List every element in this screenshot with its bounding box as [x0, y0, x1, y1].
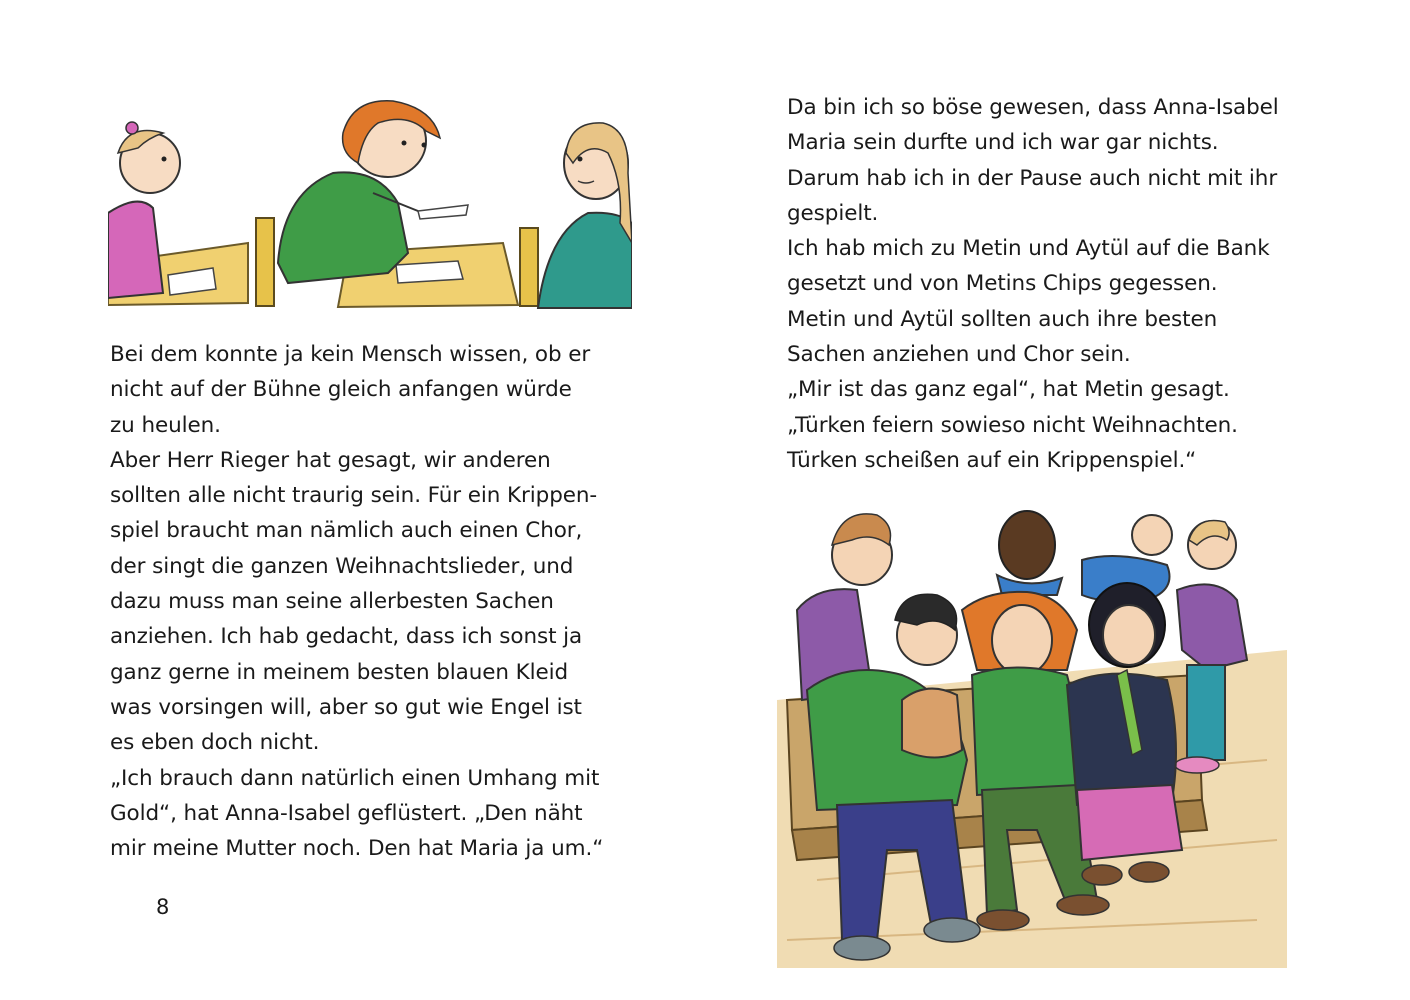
text-line: „Ich brauch dann natürlich einen Umhang mit: [110, 765, 600, 791]
text-line: „Türken feiern sowieso nicht Weihnachten.: [787, 412, 1238, 438]
text-line: gespielt.: [787, 200, 879, 226]
text-line: nicht auf der Bühne gleich anfangen würde: [110, 377, 572, 403]
text-line: Türken scheißen auf ein Krippenspiel.“: [787, 447, 1197, 473]
left-body-text: [110, 337, 603, 866]
text-line: anziehen. Ich hab gedacht, dass ich sonst ja: [110, 624, 583, 650]
text-line: „Mir ist das ganz egal“, hat Metin gesagt.: [787, 377, 1230, 403]
page-number: 8: [156, 895, 170, 919]
text-line: mir meine Mutter noch. Den hat Maria ja um.“: [110, 836, 604, 862]
text-line: sollten alle nicht traurig sein. Für ein Krippen-: [110, 483, 598, 509]
text-line: Da bin ich so böse gewesen, dass Anna-Isabel: [787, 95, 1279, 120]
text-line: ganz gerne in meinem besten blauen Kleid: [110, 659, 569, 685]
text-line: Metin und Aytül sollten auch ihre besten: [787, 306, 1218, 332]
text-line: Sachen anziehen und Chor sein.: [787, 342, 1131, 368]
text-line: Maria sein durfte und ich war gar nichts.: [787, 130, 1219, 156]
text-line: spiel braucht man nämlich auch einen Chor,: [110, 518, 583, 544]
text-line: es eben doch nicht.: [110, 730, 320, 756]
text-line: Bei dem konnte ja kein Mensch wissen, ob er: [110, 342, 591, 367]
text-line: Aber Herr Rieger hat gesagt, wir anderen: [110, 447, 551, 473]
bench-children-illustration: [777, 500, 1287, 968]
classroom-illustration: [108, 93, 632, 309]
text-line: gesetzt und von Metins Chips gegessen.: [787, 271, 1218, 297]
text-line: zu heulen.: [110, 412, 221, 438]
right-body-text: [787, 90, 1279, 478]
text-line: was vorsingen will, aber so gut wie Engel ist: [110, 694, 582, 720]
text-line: Darum hab ich in der Pause auch nicht mit ihr: [787, 165, 1278, 191]
text-line: der singt die ganzen Weihnachtslieder, und: [110, 553, 574, 579]
right-page: [705, 0, 1410, 1000]
text-line: dazu muss man seine allerbesten Sachen: [110, 589, 554, 615]
text-line: Gold“, hat Anna-Isabel geflüstert. „Den näht: [110, 800, 583, 826]
text-line: Ich hab mich zu Metin und Aytül auf die Bank: [787, 236, 1270, 262]
